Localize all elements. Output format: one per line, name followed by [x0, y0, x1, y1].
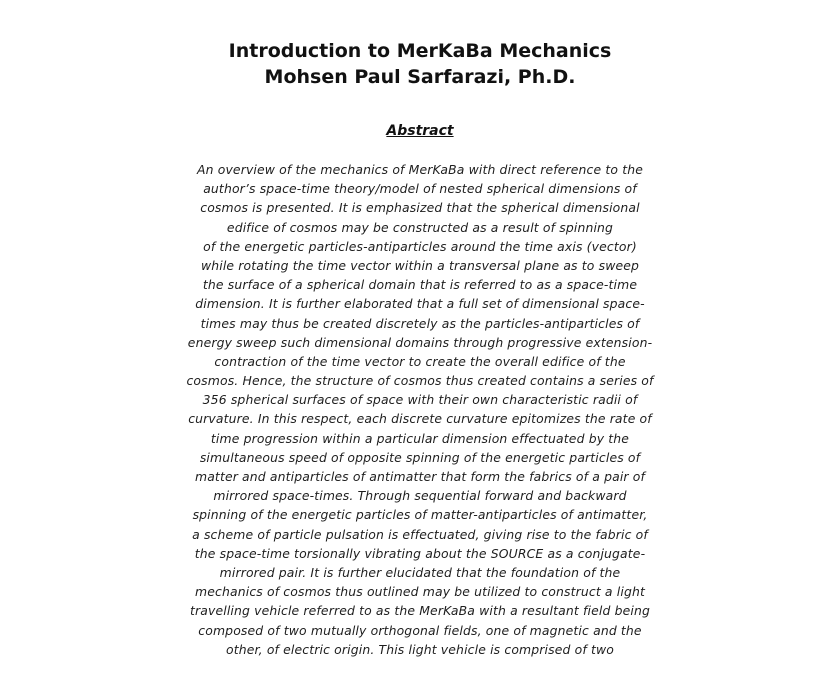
abstract-line: of the energetic particles-antiparticles around the time axis (vector) [203, 238, 637, 254]
abstract-line: times may thus be created discretely as the particles-antiparticles of [200, 315, 640, 331]
abstract-line: curvature. In this respect, each discrete curvature epitomizes the rate of [188, 411, 652, 427]
abstract-line: travelling vehicle referred to as the MerKaBa with a resultant field being [190, 603, 650, 619]
abstract-line: spinning of the energetic particles of matter-antiparticles of antimatter, [192, 507, 648, 523]
abstract-line: dimension. It is further elaborated that a full set of dimensional space- [195, 296, 645, 312]
abstract-line: An overview of the mechanics of MerKaBa with direct reference to the [197, 162, 643, 177]
abstract-line: the surface of a spherical domain that is referred to as a space-time [202, 277, 638, 293]
abstract-line: mechanics of cosmos thus outlined may be utilized to construct a light [195, 584, 645, 600]
abstract-line: energy sweep such dimensional domains through progressive extension- [187, 334, 653, 350]
abstract-line: 356 spherical surfaces of space with their own characteristic radii of [202, 392, 638, 408]
abstract-line: simultaneous speed of opposite spinning of the energetic particles of [199, 449, 641, 465]
abstract-line: cosmos. Hence, the structure of cosmos thus created contains a series of [186, 373, 654, 389]
abstract-body [180, 160, 660, 659]
abstract-line: edifice of cosmos may be constructed as a result of spinning [226, 219, 614, 235]
abstract-line: contraction of the time vector to create the overall edifice of the [214, 353, 626, 369]
abstract-line: the space-time torsionally vibrating about the SOURCE as a conjugate- [194, 545, 646, 561]
abstract-line: composed of two mutually orthogonal fields, one of magnetic and the [198, 622, 642, 638]
abstract-line: a scheme of particle pulsation is effectuated, giving rise to the fabric of [192, 526, 648, 542]
abstract-line: mirrored pair. It is further elucidated that the foundation of the [219, 564, 621, 580]
abstract-line: while rotating the time vector within a transversal plane as to sweep [200, 257, 640, 273]
abstract-line: time progression within a particular dimension effectuated by the [210, 430, 630, 446]
abstract-line: other, of electric origin. This light vehicle is comprised of two [226, 641, 614, 657]
abstract-line: cosmos is presented. It is emphasized that the spherical dimensional [200, 200, 640, 216]
document-title: Introduction to MerKaBa Mechanics [228, 40, 612, 62]
abstract-line: matter and antiparticles of antimatter that form the fabrics of a pair of [194, 469, 646, 484]
abstract-line: author’s space-time theory/model of nested spherical dimensions of [203, 181, 637, 197]
abstract-heading: Abstract [386, 123, 454, 139]
abstract-line: mirrored space-times. Through sequential forward and backward [213, 488, 627, 504]
document-author: Mohsen Paul Sarfarazi, Ph.D. [264, 66, 576, 88]
